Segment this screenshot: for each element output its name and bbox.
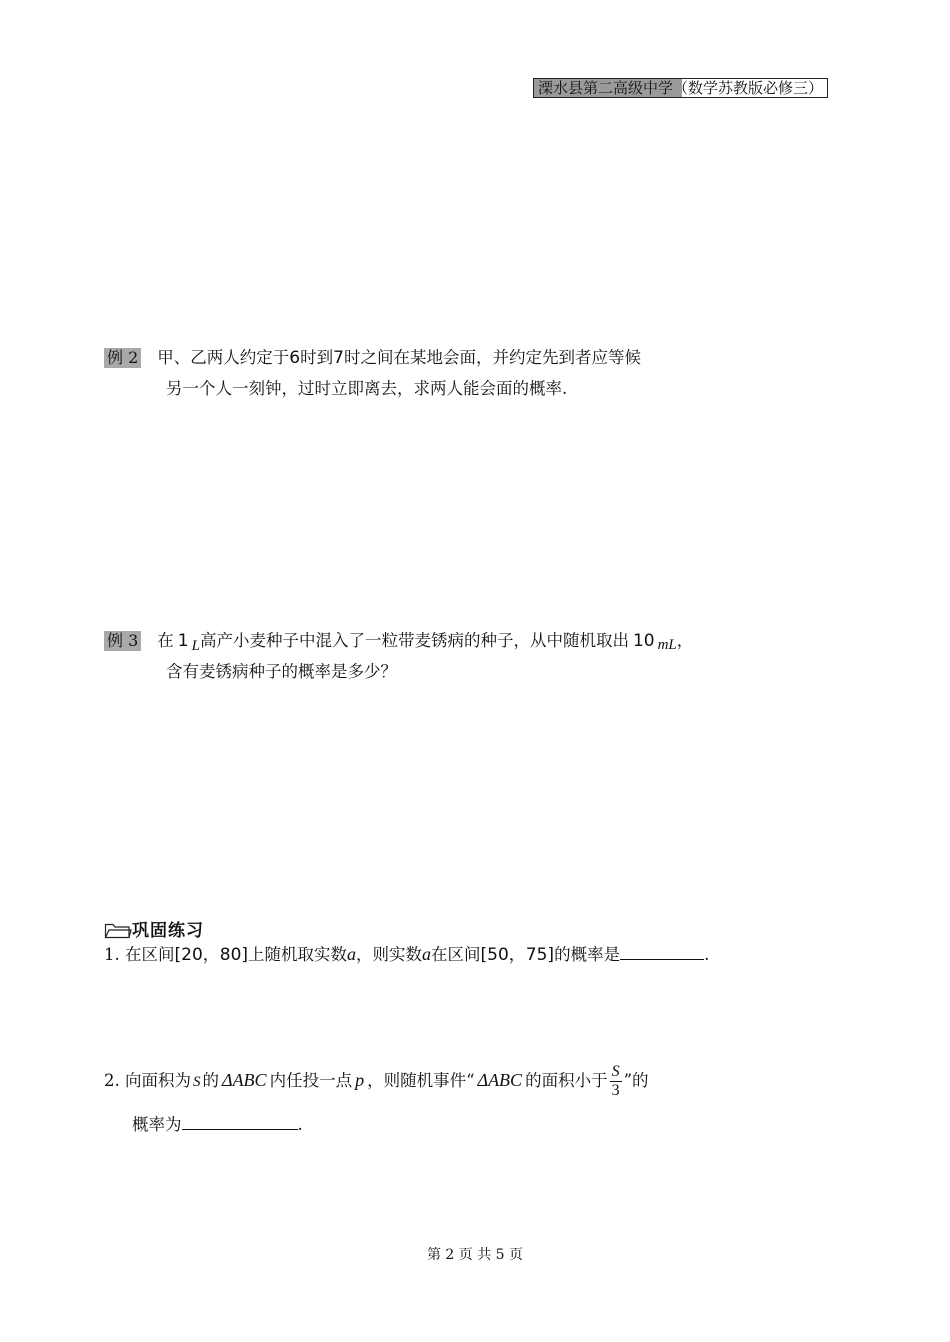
example-2-line-2: 另一个人一刻钟，过时立即离去，求两人能会面的概率.: [166, 379, 568, 398]
practice-title: 巩固练习: [132, 921, 204, 941]
question-2-text-a: 向面积为: [125, 1071, 191, 1090]
example-2-label: 例 2: [104, 348, 141, 368]
example-2-text-c: 时之间在某地会面，并约定先到者应等候: [343, 348, 641, 367]
example-2-line-1: [104, 347, 641, 369]
example-3-text-a: 在: [157, 631, 174, 650]
question-2-end: .: [297, 1115, 303, 1134]
example-3-text-c: ，: [676, 631, 694, 650]
question-2-fraction: [610, 1063, 622, 1100]
example-3-text-b: 高产小麦种子中混入了一粒带麦锈病的种子，从中随机取出: [199, 631, 629, 650]
example-3-unit-ml: mL: [657, 637, 677, 653]
example-3-volume-2: 10: [632, 631, 655, 651]
example-2-text-b: 时到: [300, 348, 334, 367]
example-3-line-1: [104, 630, 693, 653]
question-2-text-b: 的: [202, 1071, 219, 1090]
question-1-end: .: [704, 945, 710, 964]
question-1-text-e: 的概率是: [554, 945, 621, 964]
question-1-var-a-2: a: [422, 944, 432, 964]
question-2-text-c: 内任投一点: [269, 1071, 353, 1090]
example-3-volume-1: 1: [177, 631, 189, 651]
page-footer: 第 2 页 共 5 页: [426, 1247, 524, 1263]
example-2-hour-start: 6: [289, 348, 301, 368]
question-1-text-a: 在区间: [125, 945, 175, 964]
question-1-text-b: 上随机取实数: [248, 945, 348, 964]
question-1-var-a: a: [347, 944, 357, 964]
question-1-text-d: 在区间: [431, 945, 481, 964]
question-1-interval-1: [20，80]: [174, 945, 249, 965]
question-2-line-1: [104, 1060, 649, 1102]
question-1-text-c: ，则实数: [356, 945, 423, 964]
question-2-line-2: [132, 1113, 303, 1136]
question-2-text-f: ”的: [623, 1071, 649, 1090]
folder-icon: [104, 921, 132, 939]
question-2-answer-blank[interactable]: [182, 1113, 298, 1130]
example-3-unit-l: L: [191, 638, 200, 654]
question-2-var-s: S: [193, 1074, 201, 1090]
question-2-index: 2.: [104, 1071, 120, 1090]
header-school-tag: 溧水县第二高级中学（数学苏教版必修三）: [533, 78, 828, 98]
practice-header: [104, 916, 204, 941]
example-2-hour-end: 7: [333, 348, 344, 368]
question-1-index: 1.: [104, 945, 120, 964]
question-1-interval-2: [50，75]: [480, 945, 555, 965]
question-2-var-p: p: [355, 1070, 365, 1090]
question-1-answer-blank[interactable]: [620, 943, 704, 960]
example-2-text-a: 甲、乙两人约定于: [157, 348, 290, 367]
question-2-triangle-2: ΔABC: [477, 1070, 523, 1090]
question-2-text-g: 概率为: [132, 1115, 182, 1134]
example-3-label: 例 3: [104, 631, 141, 651]
fraction-denominator: 3: [611, 1082, 620, 1099]
question-1: [104, 943, 709, 966]
question-2-triangle-1: ΔABC: [222, 1070, 267, 1090]
example-3-line-2: 含有麦锈病种子的概率是多少？: [166, 662, 397, 681]
fraction-numerator: S: [611, 1063, 620, 1080]
question-2-text-e: 的面积小于: [525, 1071, 608, 1090]
question-2-text-d: ，则随机事件“: [367, 1071, 475, 1090]
